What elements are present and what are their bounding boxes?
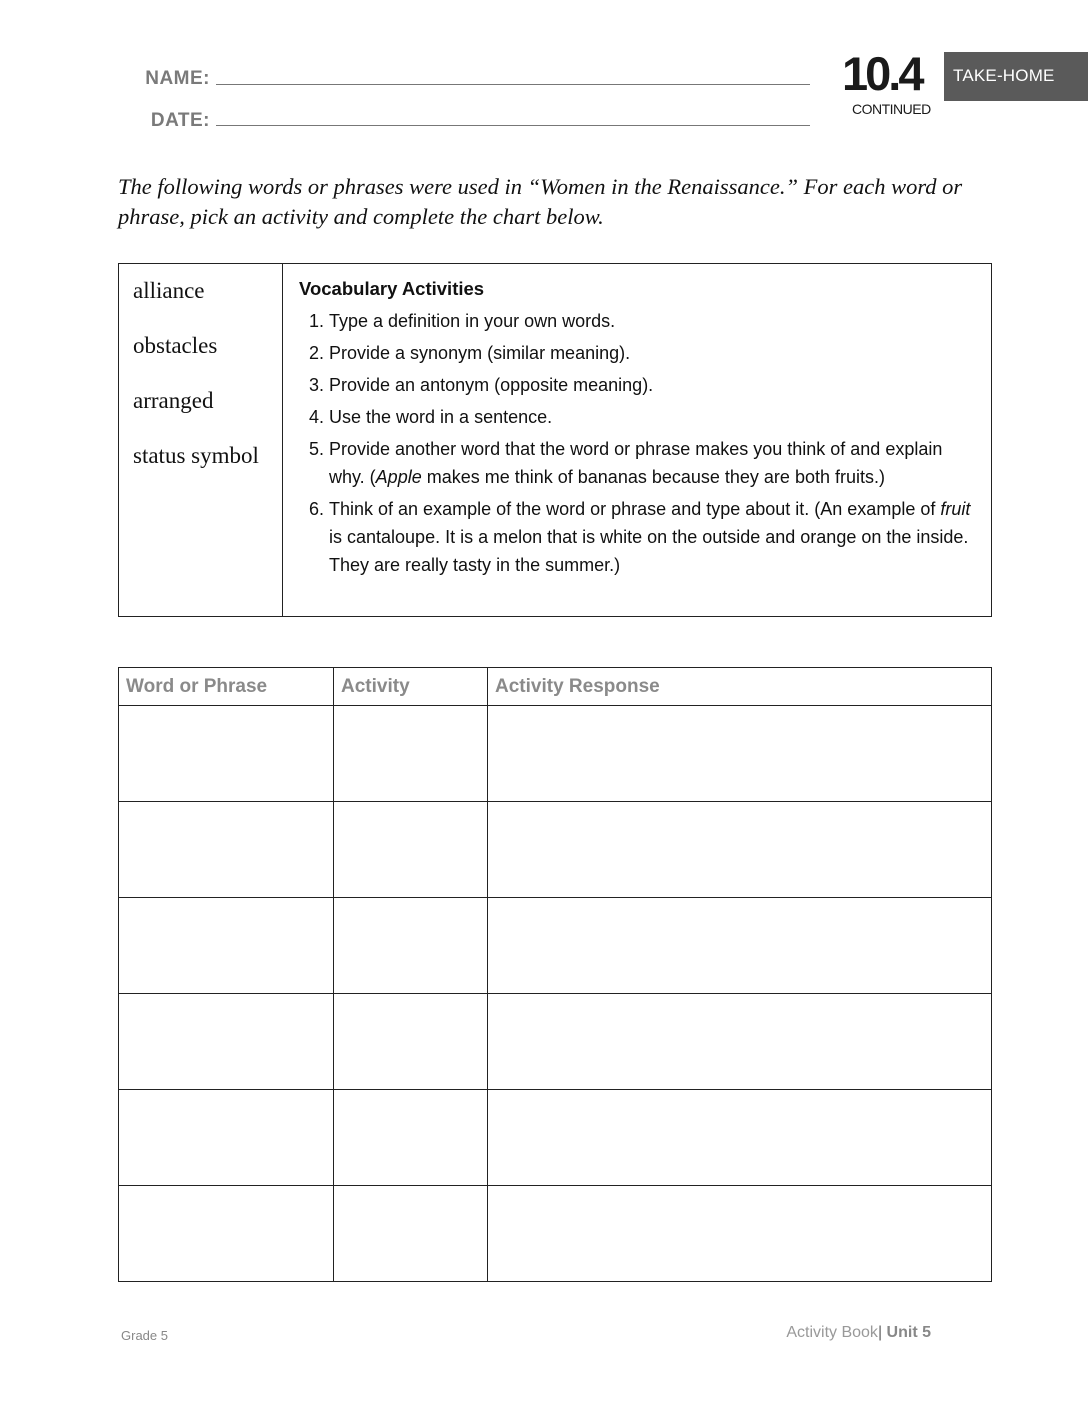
activity-text [329, 435, 971, 491]
vocabulary-box [118, 263, 992, 617]
name-label: NAME: [145, 68, 210, 89]
activity-text-part: is cantaloupe. It is a melon that is white on the outside and orange on the inside. They are really tasty in the summer.) [329, 527, 969, 575]
word-cell[interactable] [119, 898, 334, 994]
footer-book [786, 1324, 931, 1342]
response-cell[interactable] [488, 802, 992, 898]
activity-item [299, 403, 971, 431]
activity-text-part: Use the word in a sentence. [329, 407, 553, 427]
activities-title: Vocabulary Activities [299, 278, 485, 299]
activity-item [299, 435, 971, 491]
activity-item [299, 307, 971, 335]
lesson-continued: CONTINUED [852, 101, 931, 117]
activity-number: 2. [308, 343, 324, 363]
header-activity-response: Activity Response [488, 668, 992, 706]
response-cell[interactable] [488, 898, 992, 994]
footer-grade: Grade 5 [121, 1328, 168, 1343]
date-line[interactable] [216, 125, 810, 126]
word-cell[interactable] [119, 802, 334, 898]
vocab-word: arranged [133, 388, 214, 413]
activity-text-part: Provide a synonym (similar meaning). [329, 343, 631, 363]
vocab-word: alliance [133, 278, 205, 303]
activity-cell[interactable] [334, 1090, 488, 1186]
activity-cell[interactable] [334, 994, 488, 1090]
footer-separator: | [877, 1324, 883, 1341]
table-row [119, 1090, 992, 1186]
activities-panel [283, 264, 991, 616]
table-row [119, 802, 992, 898]
activity-number: 3. [308, 375, 324, 395]
activity-number: 6. [308, 499, 324, 519]
activity-number: 5. [308, 439, 324, 459]
activity-text [329, 403, 971, 431]
name-line[interactable] [216, 84, 810, 85]
activity-text-part: Provide an antonym (opposite meaning). [329, 375, 654, 395]
activity-number: 1. [308, 311, 324, 331]
activity-cell[interactable] [334, 802, 488, 898]
table-row [119, 1186, 992, 1282]
lesson-number: 10.4 [842, 47, 922, 100]
response-cell[interactable] [488, 1186, 992, 1282]
table-row [119, 706, 992, 802]
footer-book-title: Activity Book [786, 1324, 878, 1341]
activity-text-part: Provide another word that the word or phrase makes you think of and explain why. ( [329, 439, 943, 487]
footer-unit: Unit 5 [886, 1324, 931, 1341]
activities-list [299, 307, 971, 579]
table-body [119, 706, 992, 1282]
response-cell[interactable] [488, 1090, 992, 1186]
activity-text [329, 339, 971, 367]
word-cell[interactable] [119, 1090, 334, 1186]
take-home-badge: TAKE-HOME [944, 52, 1088, 101]
response-cell[interactable] [488, 994, 992, 1090]
activity-text [329, 495, 971, 579]
table-row [119, 994, 992, 1090]
date-label: DATE: [150, 110, 210, 131]
activity-text-part: Type a definition in your own words. [329, 311, 616, 331]
word-cell[interactable] [119, 706, 334, 802]
activity-cell[interactable] [334, 898, 488, 994]
table-header-row [119, 668, 992, 706]
word-list [119, 264, 283, 616]
header-word-or-phrase: Word or Phrase [119, 668, 334, 706]
activity-text-part: Think of an example of the word or phrase and type about it. (An example of [329, 499, 941, 519]
activity-item [299, 495, 971, 579]
activity-example-word: fruit [940, 499, 971, 519]
activity-text [329, 307, 971, 335]
word-cell[interactable] [119, 994, 334, 1090]
vocab-word: obstacles [133, 333, 218, 358]
instructions: The following words or phrases were used in “Women in the Renaissance.” For each word or phrase, pick an activity and complete the chart below. [118, 174, 963, 229]
activity-item [299, 339, 971, 367]
table-row [119, 898, 992, 994]
activity-cell[interactable] [334, 1186, 488, 1282]
header-activity: Activity [334, 668, 488, 706]
activity-item [299, 371, 971, 399]
activity-cell[interactable] [334, 706, 488, 802]
activity-number: 4. [308, 407, 324, 427]
response-table [118, 667, 992, 1282]
activity-text [329, 371, 971, 399]
activity-example-word: Apple [375, 467, 422, 487]
response-cell[interactable] [488, 706, 992, 802]
vocab-word: status symbol [133, 443, 259, 468]
activity-text-part: makes me think of bananas because they are both fruits.) [421, 467, 885, 487]
word-cell[interactable] [119, 1186, 334, 1282]
